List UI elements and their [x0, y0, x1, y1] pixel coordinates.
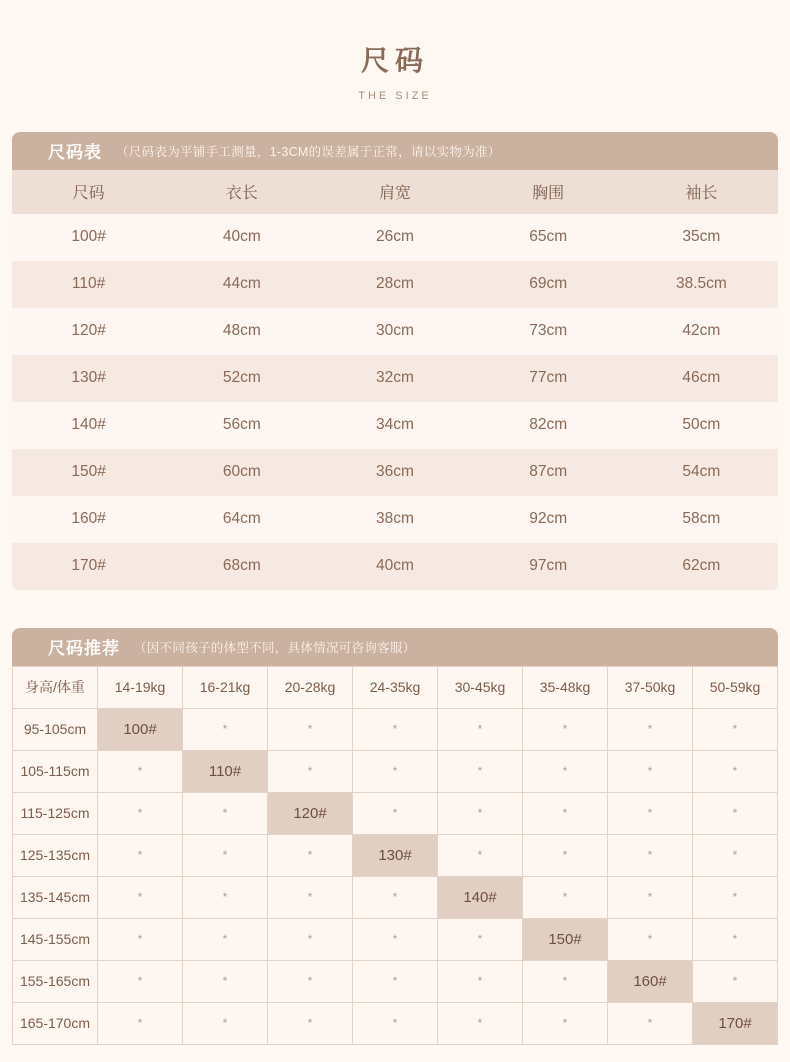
- recommend-table-body: [13, 708, 778, 1044]
- height-row-header: 95-105cm: [13, 708, 98, 750]
- cell: *: [608, 1002, 693, 1044]
- cell: *: [693, 708, 778, 750]
- weight-col-header-7: 50-59kg: [693, 666, 778, 708]
- cell: 40cm: [376, 557, 414, 575]
- size-table-section: [12, 132, 778, 590]
- cell: *: [438, 708, 523, 750]
- height-row-header: 115-125cm: [13, 792, 98, 834]
- table-row: [13, 834, 778, 876]
- cell: *: [693, 834, 778, 876]
- recommend-table-head: [13, 666, 778, 708]
- table-row: [13, 792, 778, 834]
- weight-col-header-5: 35-48kg: [523, 666, 608, 708]
- cell: *: [523, 708, 608, 750]
- size-col-header-3: 胸围: [532, 185, 565, 203]
- cell: *: [268, 834, 353, 876]
- recommend-table: [12, 666, 778, 1045]
- cell: 110#: [71, 275, 106, 293]
- cell: 110#: [183, 750, 268, 792]
- table-row: [12, 402, 778, 449]
- table-row: [13, 918, 778, 960]
- cell: *: [353, 918, 438, 960]
- cell: 130#: [353, 834, 438, 876]
- cell: *: [353, 1002, 438, 1044]
- cell: 160#: [608, 960, 693, 1002]
- page-header: [12, 0, 778, 102]
- size-table-title: 尺码表: [48, 143, 102, 163]
- cell: *: [268, 1002, 353, 1044]
- cell: 69cm: [529, 275, 568, 293]
- table-row: [12, 543, 778, 590]
- cell: 58cm: [682, 510, 721, 528]
- height-row-header: 155-165cm: [13, 960, 98, 1002]
- page-title: 尺码: [360, 45, 429, 76]
- cell: 44cm: [222, 275, 261, 293]
- height-row-header: 165-170cm: [13, 1002, 98, 1044]
- cell: *: [523, 750, 608, 792]
- cell: 54cm: [682, 463, 721, 481]
- cell: 92cm: [529, 510, 568, 528]
- size-table-head: [12, 170, 778, 214]
- table-row: [13, 750, 778, 792]
- table-row: [12, 449, 778, 496]
- weight-col-header-1: 16-21kg: [183, 666, 268, 708]
- cell: *: [438, 750, 523, 792]
- cell: 77cm: [529, 369, 568, 387]
- table-row: [12, 355, 778, 402]
- cell: 150#: [71, 463, 106, 481]
- cell: 50cm: [682, 416, 721, 434]
- cell: *: [268, 960, 353, 1002]
- size-table: [12, 170, 778, 590]
- cell: 120#: [71, 322, 106, 340]
- cell: 48cm: [222, 322, 261, 340]
- cell: *: [693, 960, 778, 1002]
- cell: 28cm: [376, 275, 414, 293]
- cell: 170#: [693, 1002, 778, 1044]
- recommend-table-band: [12, 628, 778, 666]
- cell: *: [268, 750, 353, 792]
- cell: *: [183, 1002, 268, 1044]
- cell: 46cm: [682, 369, 721, 387]
- weight-col-header-3: 24-35kg: [353, 666, 438, 708]
- cell: 140#: [438, 876, 523, 918]
- size-table-body: [12, 214, 778, 590]
- cell: 32cm: [376, 369, 414, 387]
- cell: 62cm: [682, 557, 721, 575]
- cell: 140#: [71, 416, 106, 434]
- cell: *: [98, 834, 183, 876]
- size-col-header-2: 肩宽: [378, 185, 411, 203]
- height-row-header: 145-155cm: [13, 918, 98, 960]
- weight-col-header-0: 14-19kg: [98, 666, 183, 708]
- size-col-header-0: 尺码: [72, 185, 105, 203]
- cell: 56cm: [222, 416, 261, 434]
- cell: *: [183, 834, 268, 876]
- cell: *: [523, 792, 608, 834]
- table-header-row: [13, 666, 778, 708]
- recommend-table-note: （因不同孩子的体型不同，具体情况可咨询客服）: [134, 640, 416, 655]
- cell: *: [183, 918, 268, 960]
- cell: 35cm: [682, 228, 721, 246]
- cell: 40cm: [222, 228, 261, 246]
- cell: *: [608, 708, 693, 750]
- table-row: [12, 214, 778, 261]
- cell: *: [98, 876, 183, 918]
- cell: *: [693, 918, 778, 960]
- cell: *: [268, 876, 353, 918]
- cell: 130#: [71, 369, 106, 387]
- table-row: [12, 261, 778, 308]
- cell: 68cm: [222, 557, 261, 575]
- cell: *: [523, 834, 608, 876]
- weight-col-header-4: 30-45kg: [438, 666, 523, 708]
- cell: *: [268, 708, 353, 750]
- size-table-band: [12, 132, 778, 170]
- cell: 34cm: [376, 416, 414, 434]
- height-row-header: 135-145cm: [13, 876, 98, 918]
- cell: *: [523, 960, 608, 1002]
- cell: *: [183, 792, 268, 834]
- cell: *: [268, 918, 353, 960]
- cell: 100#: [71, 228, 106, 246]
- cell: 87cm: [529, 463, 568, 481]
- cell: *: [98, 750, 183, 792]
- table-row: [12, 308, 778, 355]
- cell: *: [438, 918, 523, 960]
- cell: *: [608, 876, 693, 918]
- cell: 97cm: [529, 557, 568, 575]
- cell: *: [98, 792, 183, 834]
- cell: 60cm: [222, 463, 261, 481]
- table-row: [13, 708, 778, 750]
- cell: *: [353, 960, 438, 1002]
- cell: *: [183, 876, 268, 918]
- cell: 120#: [268, 792, 353, 834]
- cell: *: [353, 792, 438, 834]
- cell: 38cm: [376, 510, 414, 528]
- cell: 42cm: [682, 322, 721, 340]
- weight-col-header-2: 20-28kg: [268, 666, 353, 708]
- table-row: [13, 876, 778, 918]
- cell: *: [608, 834, 693, 876]
- cell: *: [608, 918, 693, 960]
- table-header-row: [12, 170, 778, 214]
- size-table-note: （尺码表为平铺手工测量，1-3CM的误差属于正常，请以实物为准）: [116, 144, 501, 159]
- cell: 52cm: [222, 369, 261, 387]
- table-row: [13, 960, 778, 1002]
- cell: *: [693, 792, 778, 834]
- cell: 38.5cm: [675, 275, 727, 293]
- recommend-table-section: [12, 628, 778, 1045]
- height-row-header: 125-135cm: [13, 834, 98, 876]
- cell: *: [608, 792, 693, 834]
- cell: 73cm: [529, 322, 568, 340]
- cell: 170#: [71, 557, 106, 575]
- weight-col-header-6: 37-50kg: [608, 666, 693, 708]
- table-row: [13, 1002, 778, 1044]
- cell: *: [98, 1002, 183, 1044]
- cell: *: [438, 1002, 523, 1044]
- cell: 36cm: [376, 463, 414, 481]
- cell: *: [693, 876, 778, 918]
- table-row: [12, 496, 778, 543]
- page-subtitle: THE SIZE: [358, 89, 432, 102]
- cell: *: [438, 834, 523, 876]
- cell: *: [693, 750, 778, 792]
- cell: *: [438, 960, 523, 1002]
- cell: 82cm: [529, 416, 568, 434]
- cell: 64cm: [222, 510, 261, 528]
- cell: *: [523, 1002, 608, 1044]
- cell: *: [183, 960, 268, 1002]
- cell: 26cm: [376, 228, 414, 246]
- recommend-table-title: 尺码推荐: [48, 639, 120, 659]
- cell: 65cm: [529, 228, 568, 246]
- cell: 160#: [71, 510, 106, 528]
- cell: *: [183, 708, 268, 750]
- cell: *: [98, 960, 183, 1002]
- cell: *: [353, 708, 438, 750]
- size-col-header-1: 衣长: [225, 185, 258, 203]
- size-col-header-4: 袖长: [685, 185, 718, 203]
- cell: 30cm: [376, 322, 414, 340]
- cell: *: [98, 918, 183, 960]
- cell: *: [608, 750, 693, 792]
- height-row-header: 105-115cm: [13, 750, 98, 792]
- cell: *: [523, 876, 608, 918]
- cell: 100#: [98, 708, 183, 750]
- cell: *: [353, 750, 438, 792]
- cell: *: [438, 792, 523, 834]
- cell: 150#: [523, 918, 608, 960]
- cell: *: [353, 876, 438, 918]
- recommend-corner-label: 身高/体重: [13, 666, 98, 708]
